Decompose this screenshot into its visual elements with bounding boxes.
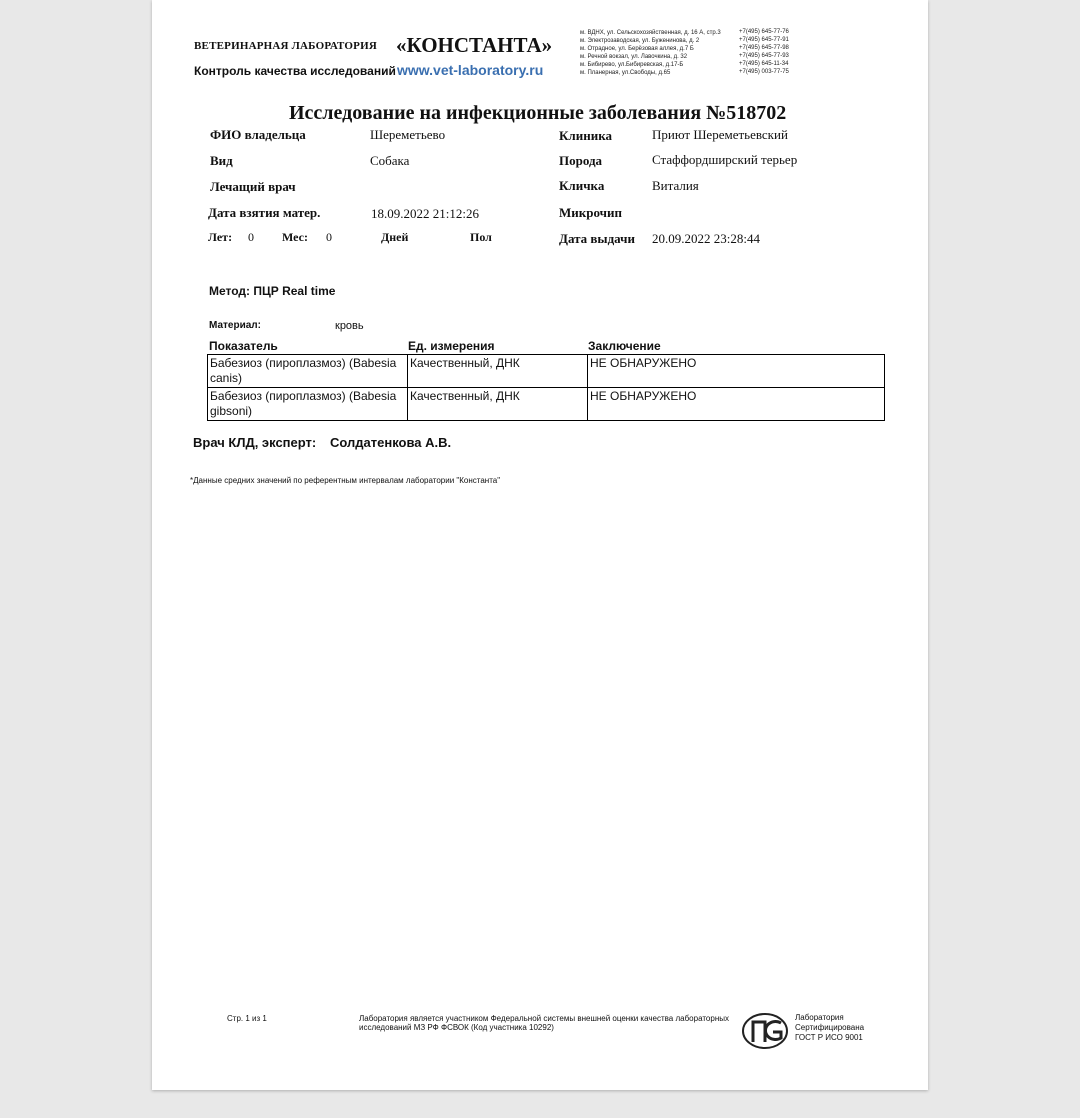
microchip-label: Микрочип [559, 205, 622, 220]
sex-label: Пол [470, 230, 492, 244]
table-row [208, 388, 885, 421]
certification-text [795, 1013, 864, 1043]
doctor-label: Лечащий врач [210, 179, 296, 194]
issue-date-value: 20.09.2022 23:28:44 [652, 231, 760, 246]
document-page [152, 0, 928, 1090]
lab-name: «КОНСТАНТА» [396, 33, 553, 57]
certification-line: Лаборатория [795, 1013, 844, 1022]
results-table [207, 354, 885, 421]
conclusion-cell: НЕ ОБНАРУЖЕНО [588, 355, 885, 388]
years-value: 0 [248, 230, 254, 244]
unit-cell: Качественный, ДНК [408, 388, 588, 421]
phone-line: +7(495) 645-77-76 [739, 29, 789, 35]
column-header-conclusion: Заключение [588, 339, 661, 353]
sample-date-label: Дата взятия матер. [208, 205, 321, 220]
pet-name-value: Виталия [652, 178, 699, 193]
document-title: Исследование на инфекционные заболевания №518702 [289, 102, 787, 124]
owner-value: Шереметьево [370, 127, 446, 142]
breed-label: Порода [559, 153, 603, 168]
address-line: м. Бибирево, ул.Бибиревская, д.17-Б [580, 62, 684, 68]
address-line: м. ВДНХ, ул. Сельскохозяйственная, д. 16 А, стр.3 [580, 30, 721, 36]
pet-name-label: Кличка [559, 178, 605, 193]
clinic-label: Клиника [559, 128, 612, 143]
phone-line: +7(495) 645-77-98 [739, 45, 789, 51]
breed-value: Стаффордширский терьер [652, 152, 798, 167]
website-link[interactable]: www.vet-laboratory.ru [397, 62, 544, 78]
indicator-cell: Бабезиоз (пироплазмоз) (Babesia gibsoni) [208, 388, 408, 421]
days-label: Дней [381, 230, 409, 244]
indicator-cell: Бабезиоз (пироплазмоз) (Babesia canis) [208, 355, 408, 388]
years-label: Лет: [208, 230, 233, 244]
signature-name: Солдатенкова А.В. [330, 435, 452, 450]
phone-line: +7(495) 645-77-93 [739, 53, 789, 59]
page-number: Стр. 1 из 1 [227, 1014, 267, 1023]
species-label: Вид [210, 153, 233, 168]
address-line: м. Электрозаводская, ул. Буженинова, д. 2 [580, 38, 700, 44]
unit-cell: Качественный, ДНК [408, 355, 588, 388]
phone-line: +7(495) 645-77-91 [739, 37, 789, 43]
certification-line: Сертифицирована [795, 1023, 865, 1032]
gost-certification-icon [741, 1010, 791, 1055]
column-header-indicator: Показатель [209, 339, 278, 353]
clinic-value: Приют Шереметьевский [652, 127, 788, 142]
phone-line: +7(495) 003-77-75 [739, 69, 789, 75]
address-line: м. Речной вокзал, ул. Лавочкина, д. 32 [580, 54, 688, 60]
phone-line: +7(495) 645-11-34 [739, 61, 789, 67]
method-label: Метод: ПЦР Real time [209, 284, 336, 298]
lab-subtitle: Контроль качества исследований [194, 64, 396, 78]
material-label: Материал: [209, 320, 261, 331]
conclusion-cell: НЕ ОБНАРУЖЕНО [588, 388, 885, 421]
column-header-unit: Ед. измерения [408, 339, 495, 353]
address-line: м. Планерная, ул.Свободы, д.65 [580, 70, 671, 76]
table-row [208, 355, 885, 388]
signature-label: Врач КЛД, эксперт: [193, 435, 317, 450]
material-value: кровь [335, 320, 364, 332]
lab-title: ВЕТЕРИНАРНАЯ ЛАБОРАТОРИЯ [194, 40, 377, 52]
months-value: 0 [326, 230, 332, 244]
months-label: Мес: [282, 230, 308, 244]
footer-text: Лаборатория является участником Федеральной системы внешней оценки качества лабораторных исследований МЗ РФ ФСВОК (Код участника 10292) [359, 1014, 729, 1032]
species-value: Собака [370, 153, 410, 168]
owner-label: ФИО владельца [210, 127, 306, 142]
issue-date-label: Дата выдачи [559, 231, 635, 246]
sample-date-value: 18.09.2022 21:12:26 [371, 206, 479, 221]
footnote: *Данные средних значений по референтным интервалам лаборатории "Константа" [190, 476, 501, 485]
certification-line: ГОСТ Р ИСО 9001 [795, 1033, 863, 1042]
address-line: м. Отрадное, ул. Берёзовая аллея, д.7 Б [580, 46, 694, 52]
